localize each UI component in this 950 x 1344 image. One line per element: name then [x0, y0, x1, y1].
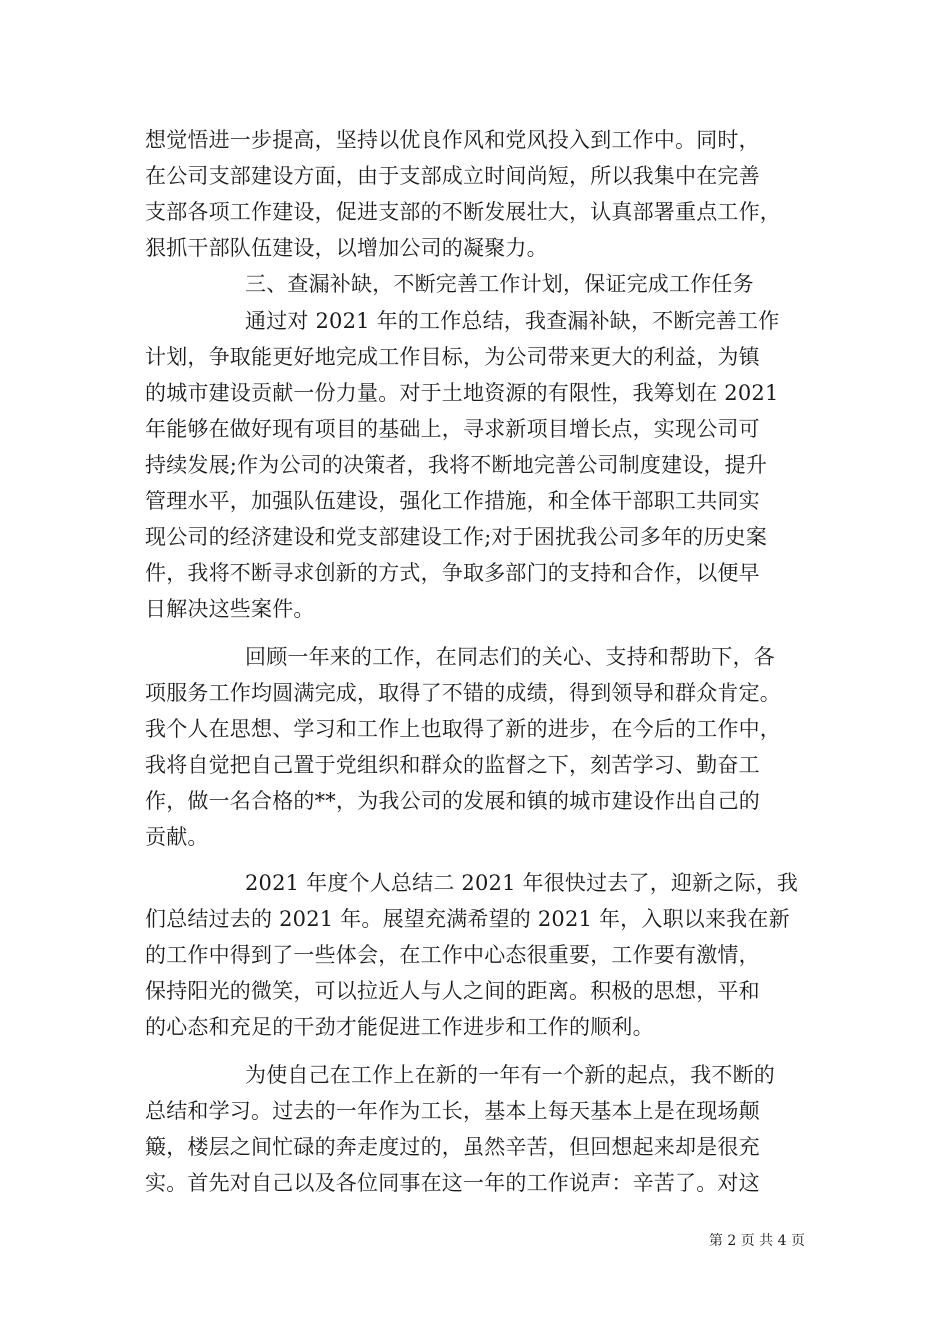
text-line: 现公司的经济建设和党支部建设工作;对于困扰我公司多年的历史案 — [145, 525, 768, 549]
text-line: 持续发展;作为公司的决策者，我将不断地完善公司制度建设，提升 — [145, 453, 768, 477]
text-line: 我个人在思想、学习和工作上也取得了新的进步，在今后的工作中， — [145, 717, 781, 741]
text-line: 保持阳光的微笑，可以拉近人与人之间的距离。积极的思想，平和 — [145, 979, 760, 1003]
text-line: 2021 年度个人总结二 2021 年很快过去了，迎新之际，我 — [245, 871, 799, 895]
text-line: 件，我将不断寻求创新的方式，争取多部门的支持和合作，以便早 — [145, 561, 760, 585]
text-line: 实。首先对自己以及各位同事在这一年的工作说声：辛苦了。对这 — [145, 1171, 760, 1195]
text-line: 的城市建设贡献一份力量。对于土地资源的有限性，我筹划在 2021 — [145, 381, 779, 405]
text-line: 为使自己在工作上在新的一年有一个新的起点，我不断的 — [245, 1063, 775, 1087]
text-line: 通过对 2021 年的工作总结，我查漏补缺，不断完善工作 — [245, 309, 780, 333]
text-line: 簸，楼层之间忙碌的奔走度过的，虽然辛苦，但回想起来却是很充 — [145, 1135, 760, 1159]
text-line: 想觉悟进一步提高，坚持以优良作风和党风投入到工作中。同时， — [145, 128, 760, 152]
text-line: 我将自觉把自己置于党组织和群众的监督之下，刻苦学习、勤奋工 — [145, 753, 760, 777]
page-number: 第 2 页 共 4 页 — [708, 1233, 805, 1249]
text-line: 在公司支部建设方面，由于支部成立时间尚短，所以我集中在完善 — [145, 164, 760, 188]
text-line: 贡献。 — [145, 825, 209, 849]
section-heading: 三、查漏补缺，不断完善工作计划，保证完成工作任务 — [245, 272, 754, 296]
text-line: 狠抓干部队伍建设，以增加公司的凝聚力。 — [145, 236, 548, 260]
text-line: 的工作中得到了一些体会，在工作中心态很重要，工作要有激情， — [145, 943, 760, 967]
text-line: 支部各项工作建设，促进支部的不断发展壮大，认真部署重点工作， — [145, 200, 781, 224]
text-line: 计划，争取能更好地完成工作目标，为公司带来更大的利益，为镇 — [145, 345, 760, 369]
text-line: 项服务工作均圆满完成，取得了不错的成绩，得到领导和群众肯定。 — [145, 681, 781, 705]
text-line: 日解决这些案件。 — [145, 597, 315, 621]
text-line: 的心态和充足的干劲才能促进工作进步和工作的顺利。 — [145, 1015, 654, 1039]
text-line: 管理水平，加强队伍建设，强化工作措施，和全体干部职工共同实 — [145, 489, 760, 513]
text-line: 们总结过去的 2021 年。展望充满希望的 2021 年，入职以来我在新 — [145, 907, 790, 931]
text-line: 回顾一年来的工作，在同志们的关心、支持和帮助下，各 — [245, 645, 775, 669]
text-line: 作，做一名合格的**，为我公司的发展和镇的城市建设作出自己的 — [145, 789, 760, 813]
text-line: 年能够在做好现有项目的基础上，寻求新项目增长点，实现公司可 — [145, 417, 760, 441]
text-line: 总结和学习。过去的一年作为工长，基本上每天基本上是在现场颠 — [145, 1099, 760, 1123]
